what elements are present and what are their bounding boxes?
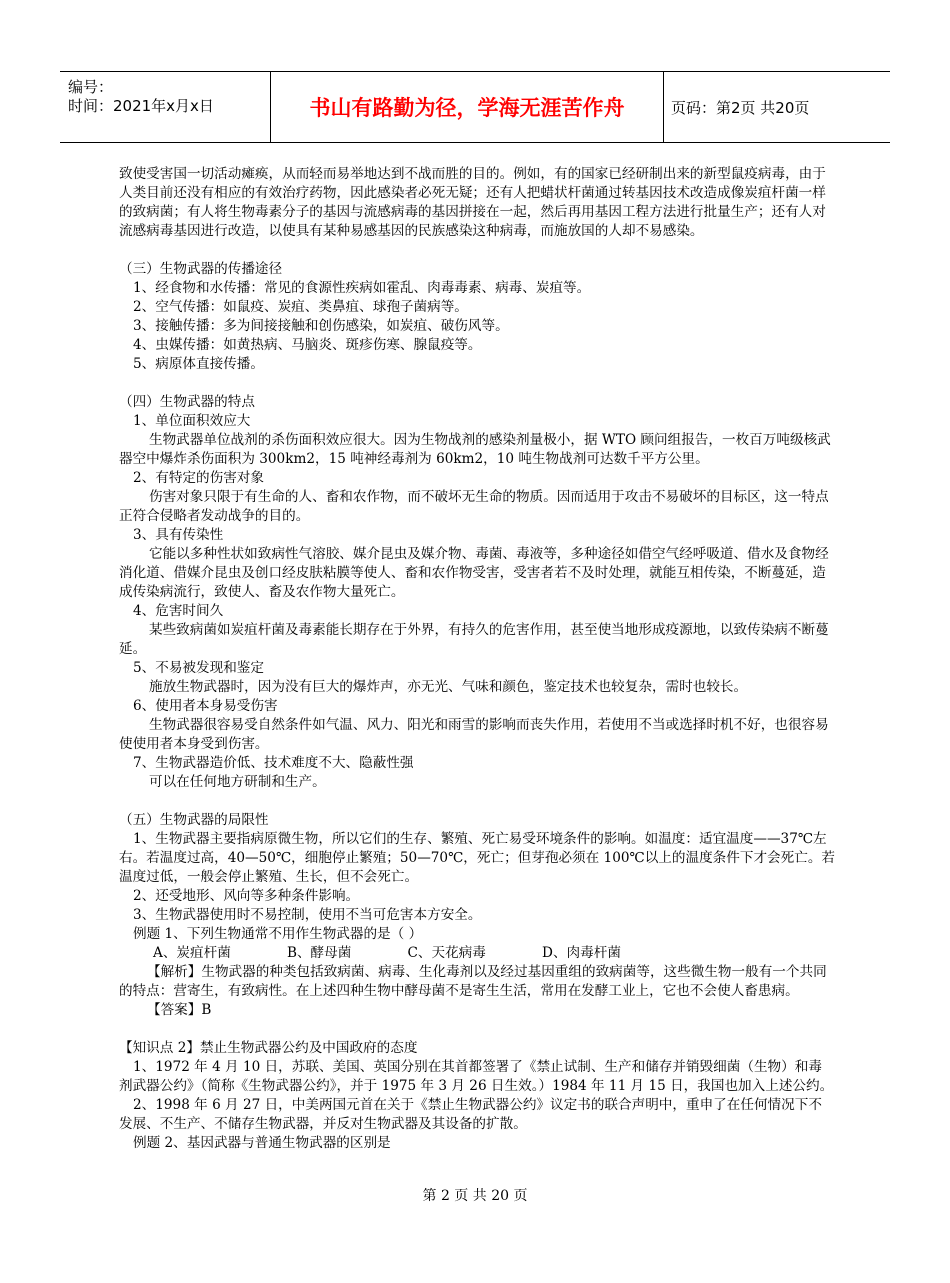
limitation-item: 2、还受地形、风向等多种条件影响。 — [133, 888, 360, 904]
document-time-label: 时间：2021年x月x日 — [68, 97, 214, 115]
subsection-text: 施放生物武器时，因为没有巨大的爆炸声，亦无光、气味和颜色，鉴定技术也较复杂，需时也较长。 — [149, 679, 748, 695]
subsection-title: 7、生物武器造价低、技术难度不大、隐蔽性强 — [133, 755, 414, 771]
subsection-text: 它能以多种性状如致病性气溶胶、媒介昆虫及媒介物、毒菌、毒液等，多种途径如借空气经呼吸道、借水及食物经消化道、借媒介昆虫及创口经皮肤粘膜等使人、畜和农作物受害，受害者若不及时处理，就能互相传染，不断蔓延，造成传染病流行，致使人、畜及农作物大量死亡。 — [119, 546, 829, 600]
header-meta — [60, 72, 270, 142]
page-footer: 第 2 页 共 20 页 — [422, 1188, 528, 1204]
example-question: 例题 1、下列生物通常不用作生物武器的是（ ） — [133, 926, 423, 942]
example-analysis: 【解析】生物武器的种类包括致病菌、病毒、生化毒剂以及经过基因重组的致病菌等，这些微生物一般有一个共同的特点：营寄生，有致病性。在上述四种生物中酵母菌不是寄生生活，常用在发酵工业上，它也不会使人畜患病。 — [119, 964, 827, 999]
limitation-item: 1、生物武器主要指病原微生物，所以它们的生存、繁殖、死亡易受环境条件的影响。如温度：适宜温度——37℃左右。若温度过高，40—50℃，细胞停止繁殖；50—70℃，死亡；但芽孢必须在 100℃以上的温度条件下才会死亡。若温度过低，一般会停止繁殖、生长，但不会死亡。 — [119, 831, 836, 885]
example-options: A、炭疽杆菌 B、酵母菌 C、天花病毒 D、肉毒杆菌 — [153, 945, 621, 961]
section-title-limitations: （五）生物武器的局限性 — [119, 812, 269, 828]
subsection-title: 6、使用者本身易受伤害 — [133, 698, 278, 714]
subsection-title: 5、不易被发现和鉴定 — [133, 660, 264, 676]
example-answer: 【答案】B — [147, 1002, 212, 1018]
section-title-transmission: （三）生物武器的传播途径 — [119, 261, 283, 277]
knowledge-point-item: 2、1998 年 6 月 27 日，中美两国元首在关于《禁止生物武器公约》议定书的联合声明中，重申了在任何情况下不发展、不生产、不储存生物武器，并反对生物武器及其设备的扩散。 — [119, 1097, 822, 1132]
paragraph-intro: 致使受害国一切活动瘫痪，从而轻而易举地达到不战而胜的目的。例如，有的国家已经研制出来的新型鼠疫病毒，由于人类目前还没有相应的有效治疗药物，因此感染者必死无疑；还有人把蜡状杆菌通过转基因技术改造成像炭疽杆菌一样的致病菌；有人将生物毒素分子的基因与流感病毒的基因拼接在一起，然后再用基因工程方法进行批量生产；还有人对流感病毒基因进行改造，以使具有某种易感基因的民族感染这种病毒，而施放国的人却不易感染。 — [119, 166, 826, 239]
list-item: 2、空气传播：如鼠疫、炭疽、类鼻疽、球孢子菌病等。 — [133, 299, 468, 315]
document-number-label: 编号： — [68, 78, 114, 96]
example-question: 例题 2、基因武器与普通生物武器的区别是 — [133, 1135, 391, 1151]
knowledge-point-title: 【知识点 2】禁止生物武器公约及中国政府的态度 — [119, 1040, 418, 1056]
limitation-item: 3、生物武器使用时不易控制，使用不当可危害本方安全。 — [133, 907, 482, 923]
subsection-text: 可以在任何地方研制和生产。 — [149, 774, 326, 790]
header-motto: 书山有路勤为径，学海无涯苦作舟 — [270, 72, 664, 142]
list-item: 3、接触传播：多为间接接触和创伤感染，如炭疽、破伤风等。 — [133, 318, 509, 334]
section-title-features: （四）生物武器的特点 — [119, 394, 255, 410]
subsection-title: 1、单位面积效应大 — [133, 413, 251, 429]
list-item: 1、经食物和水传播：常见的食源性疾病如霍乱、肉毒毒素、病毒、炭疽等。 — [133, 280, 591, 296]
document-body — [119, 165, 835, 1153]
list-item: 5、病原体直接传播。 — [133, 356, 264, 372]
subsection-title: 4、危害时间久 — [133, 603, 224, 619]
subsection-text: 生物武器很容易受自然条件如气温、风力、阳光和雨雪的影响而丧失作用，若使用不当或选择时机不好，也很容易使使用者本身受到伤害。 — [119, 717, 829, 752]
header-page-info: 页码：第2页 共20页 — [671, 98, 810, 117]
subsection-text: 某些致病菌如炭疽杆菌及毒素能长期存在于外界，有持久的危害作用，甚至使当地形成疫源地，以致传染病不断蔓延。 — [119, 622, 829, 657]
subsection-text: 生物武器单位战剂的杀伤面积效应很大。因为生物战剂的感染剂量极小，据 WTO 顾问组报告，一枚百万吨级核武器空中爆炸杀伤面积为 300km2，15 吨神经毒剂为 60km2，10 吨生物战剂可达数千平方公里。 — [119, 432, 831, 467]
knowledge-point-item: 1、1972 年 4 月 10 日，苏联、美国、英国分别在其首都签署了《禁止试制、生产和储存并销毁细菌（生物）和毒剂武器公约》（简称《生物武器公约》，并于 1975 年 3 月 26 日生效。）1984 年 11 月 15 日，我国也加入上述公约。 — [119, 1059, 834, 1094]
list-item: 4、虫媒传播：如黄热病、马脑炎、斑疹伤寒、腺鼠疫等。 — [133, 337, 482, 353]
subsection-title: 2、有特定的伤害对象 — [133, 470, 264, 486]
subsection-title: 3、具有传染性 — [133, 527, 224, 543]
page-header — [60, 71, 890, 143]
subsection-text: 伤害对象只限于有生命的人、畜和农作物，而不破坏无生命的物质。因而适用于攻击不易破坏的目标区，这一特点正符合侵略者发动战争的目的。 — [119, 489, 829, 524]
